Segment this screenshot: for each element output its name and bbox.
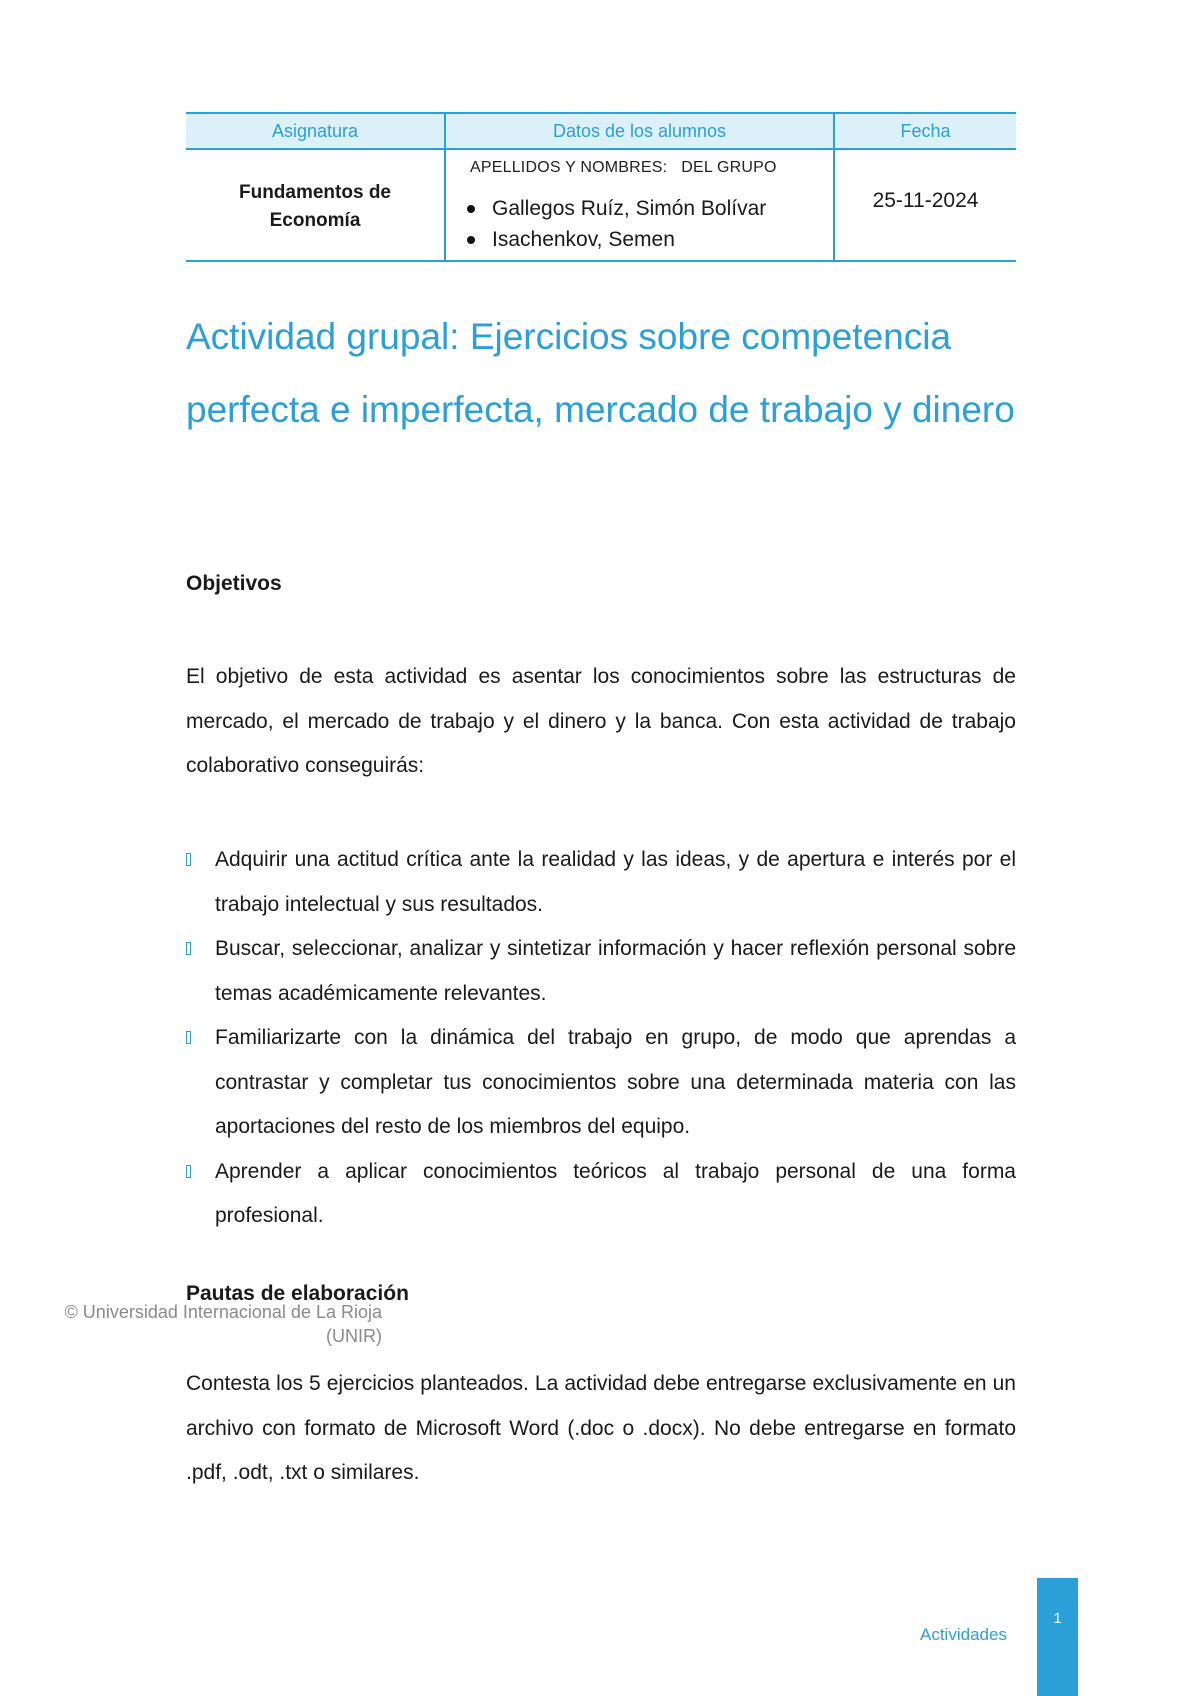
students-list <box>447 193 832 255</box>
subject-line-1: Fundamentos de <box>238 182 391 203</box>
objective-text: Familiarizarte con la dinámica del trabajo en grupo, de modo que aprendas a contrastar y completar tus conocimientos sobre una determinada materia con las aportaciones del resto de los miembros del equipo. <box>215 1026 1016 1138</box>
activity-title: Actividad grupal: Ejercicios sobre competencia perfecta e imperfecta, mercado de trabajo y dinero <box>186 316 1015 430</box>
objective-text: Buscar, seleccionar, analizar y sintetizar información y hacer reflexión personal sobre temas académicamente relevantes. <box>215 937 1016 1005</box>
bullet-icon <box>467 236 475 244</box>
header-table-body-row <box>186 149 1016 261</box>
bullet-marker-icon <box>186 942 191 955</box>
students-cell <box>445 149 834 261</box>
subject-cell <box>186 149 445 261</box>
objective-text: Aprender a aplicar conocimientos teóricos al trabajo personal de una forma profesional. <box>215 1159 1016 1227</box>
student-item <box>467 224 832 255</box>
subject-name <box>187 151 443 235</box>
page-number: 1 <box>1053 1610 1062 1627</box>
objectives-list <box>186 838 1016 1239</box>
header-subject-label: Asignatura <box>186 113 445 149</box>
objective-item <box>186 927 1016 1016</box>
submission-date: 25-11-2024 <box>872 189 979 212</box>
bullet-icon <box>467 205 475 213</box>
objective-item <box>186 838 1016 927</box>
header-table-head-row <box>186 113 1016 149</box>
watermark-line-2: (UNIR) <box>326 1326 382 1346</box>
student-name: Isachenkov, Semen <box>492 228 675 251</box>
objective-text: Adquirir una actitud crítica ante la realidad y las ideas, y de apertura e interés por el trabajo intelectual y sus resultados. <box>215 848 1016 916</box>
bullet-marker-icon <box>186 853 191 866</box>
header-students-label: Datos de los alumnos <box>445 113 834 149</box>
group-label: APELLIDOS Y NOMBRES: DEL GRUPO <box>470 159 777 176</box>
bullet-marker-icon <box>186 1031 191 1044</box>
guidelines-text: Contesta los 5 ejercicios planteados. La actividad debe entregarse exclusivamente en un archivo con formato de Microsoft Word (.doc o .docx). No debe entregarse en formato .pdf, .odt, .txt o similares. <box>186 1372 1016 1484</box>
header-date-label: Fecha <box>834 113 1016 149</box>
page-number-tab <box>1037 1578 1078 1696</box>
watermark-line-1: © Universidad Internacional de La Rioja <box>64 1302 382 1322</box>
objective-item <box>186 1016 1016 1150</box>
student-item <box>467 193 832 224</box>
date-cell <box>834 149 1016 261</box>
bullet-marker-icon <box>186 1165 191 1178</box>
objectives-intro: El objetivo de esta actividad es asentar los conocimientos sobre las estructuras de mercado, el mercado de trabajo y el dinero y la banca. Con esta actividad de trabajo colaborativo conseguirás: <box>186 665 1016 777</box>
student-name: Gallegos Ruíz, Simón Bolívar <box>492 197 767 220</box>
guidelines-heading: Pautas de elaboración <box>186 1282 409 1305</box>
objectives-heading: Objetivos <box>186 572 282 595</box>
header-table <box>186 112 1016 262</box>
copyright-watermark <box>36 1300 382 1348</box>
subject-line-2: Economía <box>269 210 361 231</box>
objective-item <box>186 1150 1016 1239</box>
footer-section-label: Actividades <box>920 1625 1007 1644</box>
